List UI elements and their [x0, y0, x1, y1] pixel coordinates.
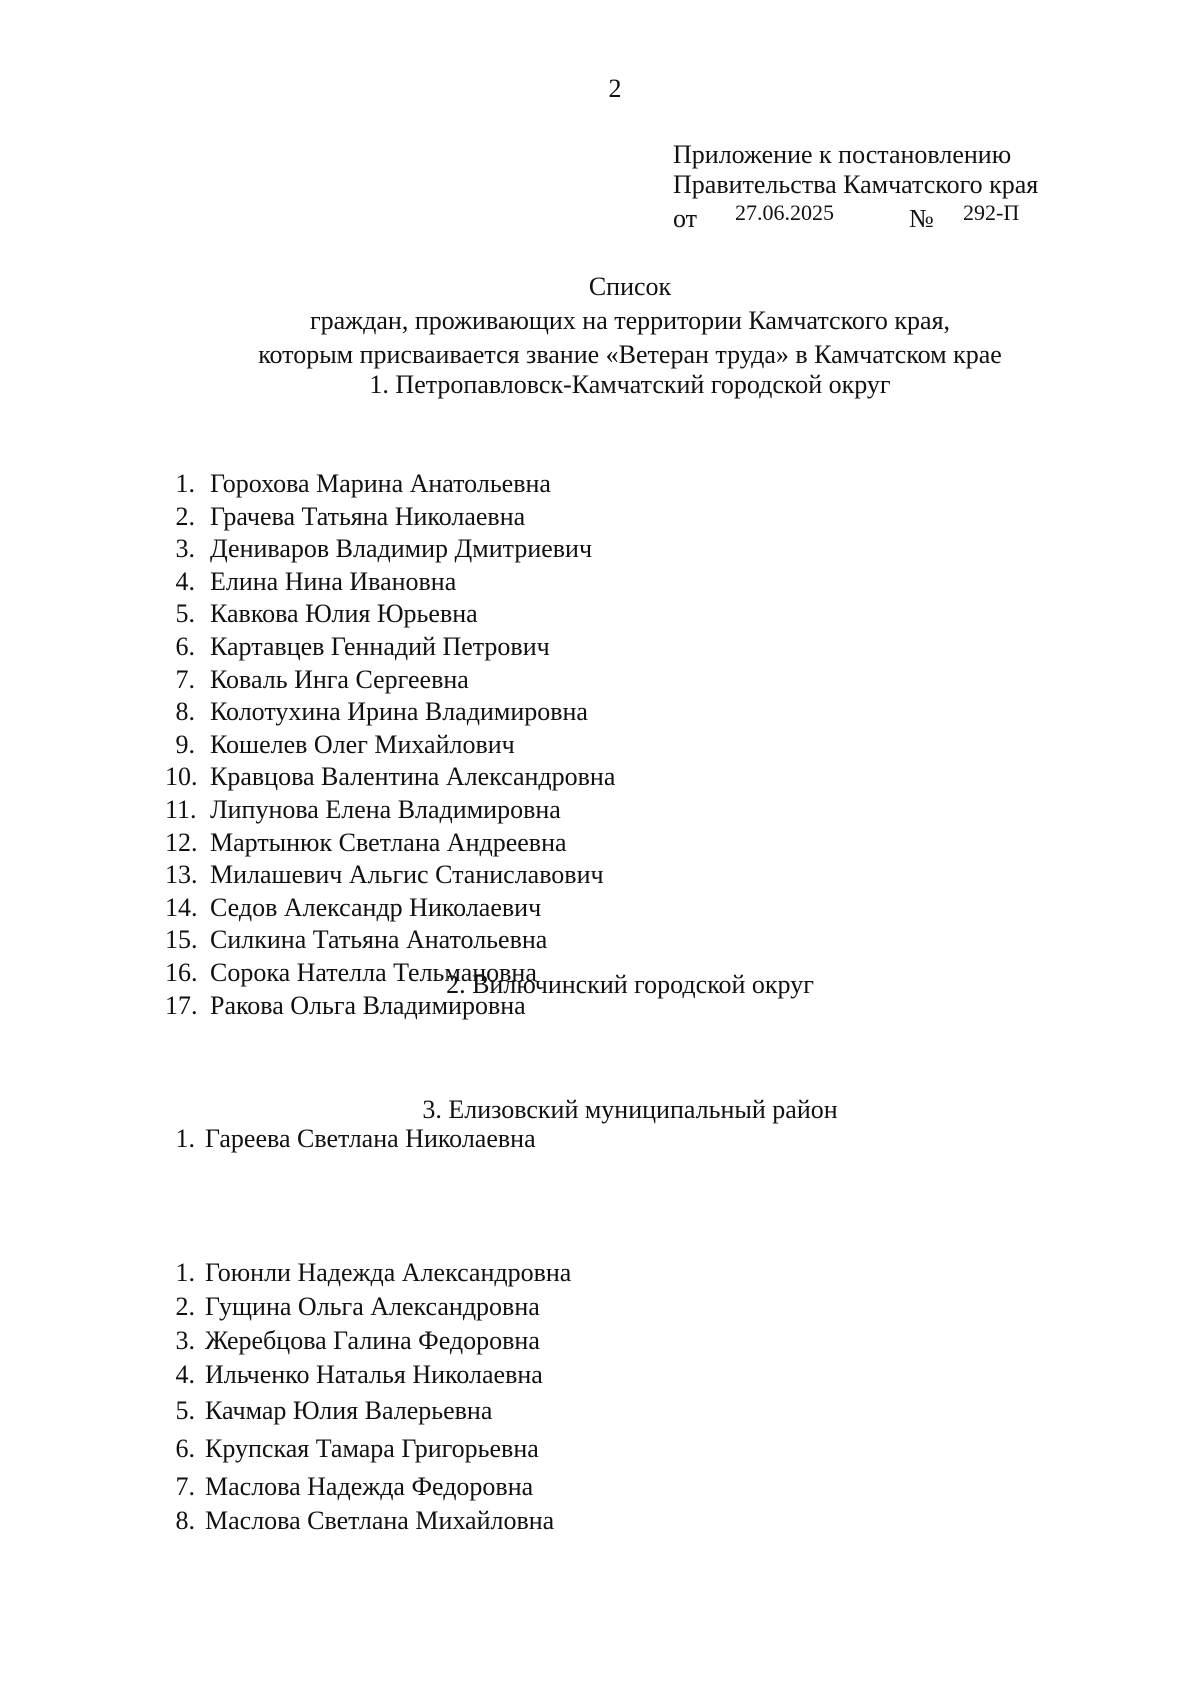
list-item-number: 7. — [175, 1472, 195, 1501]
list-item-name: Ильченко Наталья Николаевна — [205, 1360, 543, 1389]
appendix-date-number-row — [673, 200, 1038, 234]
list-item-number: 3. — [175, 534, 195, 564]
list-item — [165, 729, 615, 762]
list-item — [165, 1290, 571, 1324]
list-item-name: Сорока Нателла Тельмановна — [210, 957, 537, 987]
list-item-name: Седов Александр Николаевич — [210, 892, 542, 922]
document-title — [0, 270, 1200, 372]
list-item-number: 11. — [165, 794, 197, 824]
list-item-number: 15. — [165, 925, 198, 955]
section-heading-3: 3. Елизовский муниципальный район — [422, 1095, 838, 1124]
list-item-name: Грачева Татьяна Николаевна — [210, 501, 526, 531]
list-item-name: Кавкова Юлия Юрьевна — [210, 599, 478, 629]
section-2-list — [165, 1122, 536, 1156]
list-item-number: 17. — [165, 990, 198, 1020]
list-item-name: Маслова Светлана Михайловна — [205, 1506, 555, 1535]
section-heading-2: 2. Вилючинский городской округ — [446, 970, 814, 999]
title-line-3: которым присваивается звание «Ветеран труда» в Камчатском крае — [258, 340, 1002, 369]
list-item — [165, 1432, 571, 1470]
list-item-number: 13. — [165, 860, 198, 890]
list-item — [165, 1122, 536, 1156]
list-item-number: 7. — [175, 664, 195, 694]
page-number: 2 — [608, 74, 622, 103]
list-item-name: Горохова Марина Анатольевна — [210, 469, 551, 498]
appendix-header — [673, 140, 1038, 234]
list-item-name: Гоюнли Надежда Александровна — [205, 1258, 572, 1287]
title-line-1: Список — [588, 272, 672, 301]
list-item-name: Маслова Надежда Федоровна — [205, 1472, 534, 1501]
title-line-2: граждан, проживающих на территории Камчатского края, — [309, 306, 951, 335]
section-heading-1: 1. Петропавловск-Камчатский городской округ — [369, 370, 891, 399]
list-item-number: 2. — [175, 501, 195, 531]
list-item-name: Ракова Ольга Владимировна — [210, 990, 526, 1020]
list-item — [165, 1358, 571, 1394]
list-item — [165, 892, 615, 925]
list-item — [165, 924, 615, 957]
list-item-name: Елина Нина Ивановна — [210, 566, 457, 596]
list-item-number: 1. — [175, 1258, 195, 1287]
list-item — [165, 761, 615, 794]
list-item-number: 16. — [165, 957, 198, 987]
list-item-number: 1. — [175, 1124, 195, 1153]
list-item-number: 6. — [175, 1434, 195, 1463]
list-item-name: Коваль Инга Сергеевна — [210, 664, 469, 694]
list-item-number: 5. — [175, 599, 195, 629]
list-item-name: Силкина Татьяна Анатольевна — [210, 925, 548, 955]
list-item — [165, 533, 615, 566]
list-item-number: 8. — [175, 1506, 195, 1535]
document-number: 292-П — [963, 200, 1020, 225]
list-item — [165, 468, 615, 501]
list-item-name: Кравцова Валентина Александровна — [210, 762, 616, 792]
list-item-number: 5. — [175, 1396, 195, 1425]
list-item-name: Липунова Елена Владимировна — [210, 794, 561, 824]
list-item — [165, 696, 615, 729]
date-prefix: от — [673, 204, 698, 233]
list-item — [165, 664, 615, 697]
list-item — [165, 1256, 571, 1290]
list-item-number: 4. — [175, 566, 195, 596]
list-item-number: 6. — [175, 631, 195, 661]
number-sign: № — [909, 204, 934, 233]
list-item-name: Милашевич Альгис Станиславович — [210, 860, 604, 890]
list-item-number: 3. — [175, 1326, 195, 1355]
list-item — [165, 1504, 571, 1538]
list-item-name: Картавцев Геннадий Петрович — [210, 631, 550, 661]
list-item-name: Качмар Юлия Валерьевна — [205, 1396, 493, 1425]
list-item — [165, 859, 615, 892]
list-item-name: Гущина Ольга Александровна — [205, 1292, 540, 1321]
list-item-name: Гареева Светлана Николаевна — [205, 1124, 536, 1153]
section-3-list — [165, 1256, 571, 1538]
list-item-number: 1. — [175, 469, 195, 498]
list-item — [165, 1394, 571, 1432]
list-item — [165, 827, 615, 860]
list-item — [165, 631, 615, 664]
list-item-number: 12. — [165, 827, 198, 857]
list-item-number: 8. — [175, 697, 195, 727]
list-item-number: 9. — [175, 729, 195, 759]
list-item-name: Колотухина Ирина Владимировна — [210, 697, 588, 727]
section-1-list — [165, 468, 615, 1022]
list-item — [165, 501, 615, 534]
list-item-name: Кошелев Олег Михайлович — [210, 729, 515, 759]
list-item-name: Мартынюк Светлана Андреевна — [210, 827, 567, 857]
list-item-name: Жеребцова Галина Федоровна — [205, 1326, 540, 1355]
document-date: 27.06.2025 — [735, 200, 834, 225]
list-item-number: 14. — [165, 892, 198, 922]
list-item-number: 2. — [175, 1292, 195, 1321]
list-item — [165, 598, 615, 631]
appendix-line-2: Правительства Камчатского края — [673, 170, 1039, 199]
list-item-number: 10. — [165, 762, 198, 792]
list-item-name: Крупская Тамара Григорьевна — [205, 1434, 539, 1463]
list-item — [165, 1324, 571, 1358]
list-item-number: 4. — [175, 1360, 195, 1389]
appendix-line-1: Приложение к постановлению — [673, 140, 1012, 169]
list-item — [165, 794, 615, 827]
list-item — [165, 566, 615, 599]
list-item — [165, 1470, 571, 1504]
list-item-name: Дениваров Владимир Дмитриевич — [210, 534, 593, 564]
